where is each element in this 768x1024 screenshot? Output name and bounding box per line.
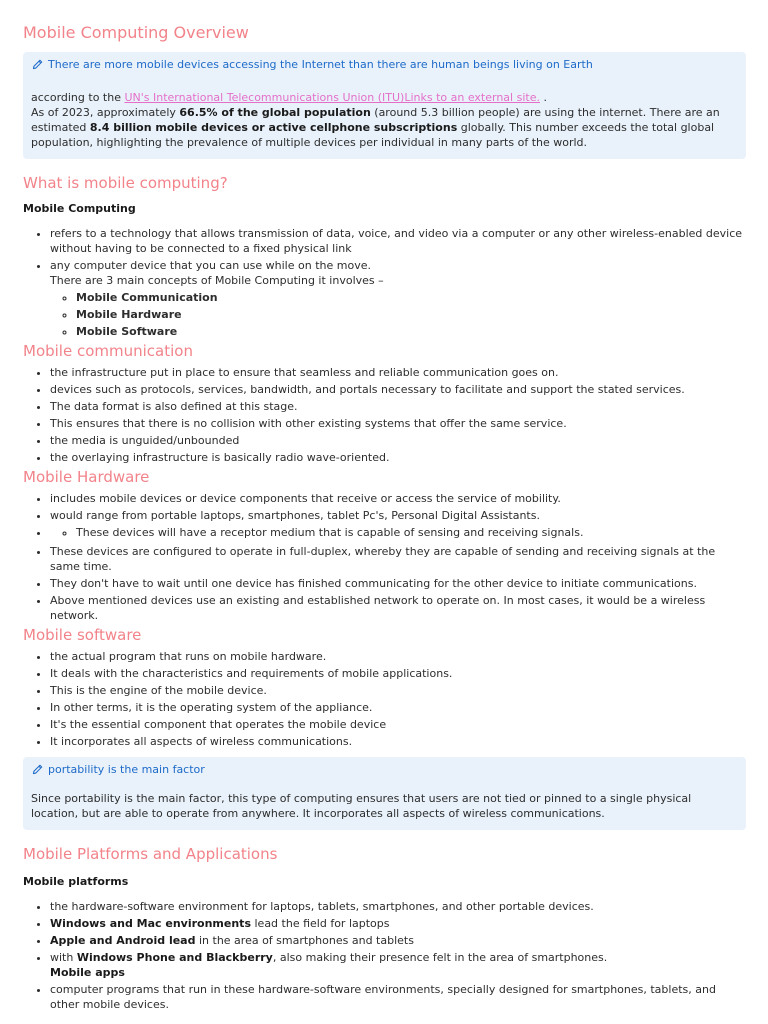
list-item: • They don't have to wait until one device has finished communicating for the other device to initiate communications. bbox=[50, 576, 746, 591]
heading-mobile-communication: Mobile communication bbox=[23, 342, 193, 360]
list-item: • Above mentioned devices use an existing and established network to operate on. In most cases, it would be a wireless network. bbox=[50, 593, 746, 623]
concepts-list bbox=[50, 290, 746, 339]
callout-title bbox=[31, 761, 738, 777]
list-item: • devices such as protocols, services, bandwidth, and portals necessary to facilitate and support the stated services. bbox=[50, 382, 746, 397]
hardware-list bbox=[23, 491, 746, 623]
bold-stat: 8.4 billion mobile devices or active cellphone subscriptions bbox=[89, 121, 458, 134]
text-span: There are 3 main concepts of Mobile Computing it involves – bbox=[50, 274, 384, 287]
page-title: Mobile Computing Overview bbox=[23, 23, 249, 42]
text-span: with bbox=[50, 951, 77, 964]
list-item: • This is the engine of the mobile device. bbox=[50, 683, 746, 698]
heading-what-is: What is mobile computing? bbox=[23, 174, 228, 192]
what-list bbox=[23, 226, 746, 339]
list-item: • includes mobile devices or device components that receive or access the service of mobility. bbox=[50, 491, 746, 506]
callout-line-1 bbox=[31, 90, 738, 105]
communication-list bbox=[23, 365, 746, 465]
list-item: ◦ Mobile Hardware bbox=[76, 307, 746, 322]
list-item: • the overlaying infrastructure is basically radio wave-oriented. bbox=[50, 450, 746, 465]
text-span: globally. This number exceeds the total global population, highlighting the prevalence of multiple devices per individual in many parts of the world. bbox=[31, 121, 715, 149]
list-item: • computer programs that run in these hardware-software environments, specially designed for smartphones, tablets, and other mobile devices. bbox=[50, 982, 746, 1012]
text-span: any computer device that you can use while on the move. bbox=[50, 259, 371, 272]
itu-link[interactable]: UN's International Telecommunications Union (ITU)Links to an external site. bbox=[124, 91, 540, 104]
bold-term: Apple and Android lead bbox=[50, 934, 196, 947]
callout-title-text: portability is the main factor bbox=[48, 762, 205, 776]
list-item bbox=[50, 525, 746, 542]
subheading-mobile-platforms: Mobile platforms bbox=[23, 875, 129, 888]
list-item: • the hardware-software environment for laptops, tablets, smartphones, and other portable devices. bbox=[50, 899, 746, 914]
callout-title-text: There are more mobile devices accessing the Internet than there are human beings living on Earth bbox=[48, 57, 593, 71]
list-item: ◦ Mobile Communication bbox=[76, 290, 746, 305]
list-item: • It deals with the characteristics and requirements of mobile applications. bbox=[50, 666, 746, 681]
mobile-apps-label: Mobile apps bbox=[50, 966, 125, 979]
heading-mobile-software: Mobile software bbox=[23, 626, 142, 644]
text-span: As of 2023, approximately bbox=[31, 106, 180, 119]
list-item: • It incorporates all aspects of wireless communications. bbox=[50, 734, 746, 749]
list-item bbox=[50, 933, 746, 948]
text-span: (around 5.3 billion people) are using the internet. There are an estimated bbox=[31, 106, 720, 134]
list-item: • refers to a technology that allows transmission of data, voice, and video via a computer or any other wireless-enabled device without having to be connected to a fixed physical link bbox=[50, 226, 746, 256]
software-list bbox=[23, 649, 746, 749]
text-span: lead the field for laptops bbox=[251, 917, 390, 930]
subheading-mobile-computing: Mobile Computing bbox=[23, 202, 136, 215]
list-item: ◦ Mobile Software bbox=[76, 324, 746, 339]
list-item: • the actual program that runs on mobile hardware. bbox=[50, 649, 746, 664]
list-item: ◦ • These devices will have a receptor medium that is capable of sensing and receiving signals. bbox=[76, 525, 583, 540]
text-span: , also making their presence felt in the area of smartphones. bbox=[272, 951, 608, 964]
list-item: • would range from portable laptops, smartphones, tablet Pc's, Personal Digital Assistants. bbox=[50, 508, 746, 523]
callout-portability bbox=[23, 757, 746, 830]
callout-title bbox=[31, 56, 738, 72]
nested-list bbox=[50, 525, 583, 542]
platforms-list bbox=[23, 899, 746, 1012]
list-item: • the infrastructure put in place to ensure that seamless and reliable communication goes on. bbox=[50, 365, 746, 380]
text-span: according to the bbox=[31, 91, 125, 104]
heading-mobile-hardware: Mobile Hardware bbox=[23, 468, 150, 486]
pencil-icon bbox=[31, 763, 44, 776]
list-item: • This ensures that there is no collision with other existing systems that offer the same service. bbox=[50, 416, 746, 431]
list-item: • The data format is also defined at this stage. bbox=[50, 399, 746, 414]
bold-term: Windows Phone and Blackberry bbox=[76, 951, 273, 964]
callout-internet-devices bbox=[23, 52, 746, 159]
callout-line-2 bbox=[31, 105, 738, 150]
bold-stat: 66.5% of the global population bbox=[179, 106, 371, 119]
callout-body: Since portability is the main factor, this type of computing ensures that users are not tied or pinned to a single physical location, but are able to operate from anywhere. It incorporates all aspects of wireless communications. bbox=[31, 792, 692, 820]
list-item: • the media is unguided/unbounded bbox=[50, 433, 746, 448]
list-item bbox=[50, 258, 746, 339]
pencil-icon bbox=[31, 58, 44, 71]
heading-platforms: Mobile Platforms and Applications bbox=[23, 845, 278, 863]
text-span: . bbox=[539, 91, 547, 104]
text-span: in the area of smartphones and tablets bbox=[195, 934, 414, 947]
list-item: • It's the essential component that operates the mobile device bbox=[50, 717, 746, 732]
list-item bbox=[50, 950, 746, 980]
list-item: • In other terms, it is the operating system of the appliance. bbox=[50, 700, 746, 715]
list-item bbox=[50, 916, 746, 931]
bold-term: Windows and Mac environments bbox=[50, 917, 251, 930]
list-item: • These devices are configured to operate in full-duplex, whereby they are capable of sending and receiving signals at the same time. bbox=[50, 544, 746, 574]
